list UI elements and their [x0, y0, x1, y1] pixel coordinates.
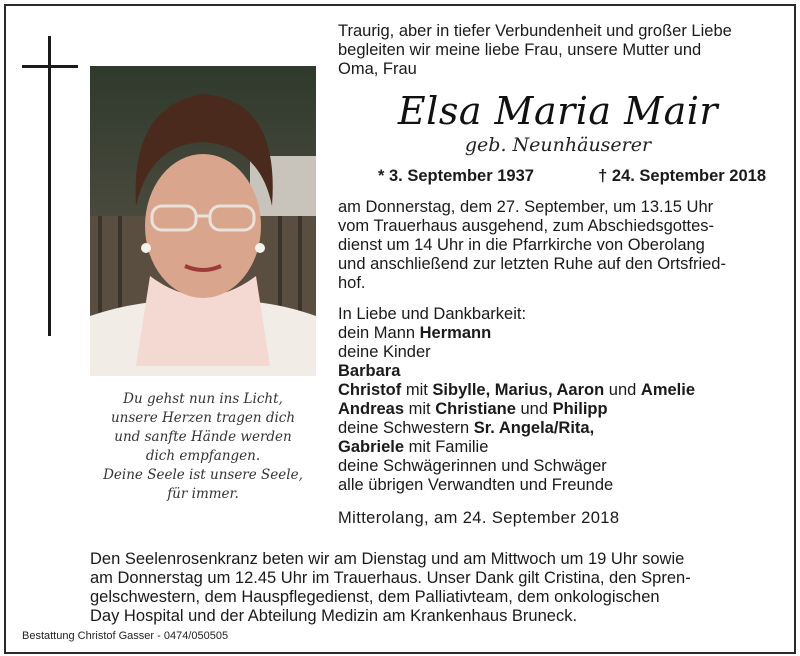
place-and-date: Mitterolang, am 24. September 2018: [338, 509, 620, 527]
family-line: deine Kinder: [338, 343, 431, 361]
family-line: deine Schwägerinnen und Schwäger: [338, 457, 607, 475]
intro-line: begleiten wir meine liebe Frau, unsere Mutter und: [338, 41, 702, 59]
death-date: † 24. September 2018: [598, 167, 766, 185]
undertaker-credit: Bestattung Christof Gasser - 0474/050505: [22, 630, 229, 642]
thanks-heading: In Liebe und Dankbarkeit:: [338, 305, 527, 323]
life-dates: [338, 167, 778, 186]
service-line: dienst um 14 Uhr in die Pfarrkirche von Oberolang: [338, 236, 705, 254]
family-line: alle übrigen Verwandten und Freunde: [338, 476, 614, 494]
poem-line: für immer.: [167, 486, 239, 502]
poem-line: und sanfte Hände werden: [114, 429, 292, 445]
service-line: am Donnerstag, dem 27. September, um 13.15 Uhr: [338, 198, 714, 216]
rosary-and-thanks: [90, 550, 780, 626]
intro-line: Traurig, aber in tiefer Verbundenheit und großer Liebe: [338, 22, 732, 40]
cross-icon: [48, 36, 51, 336]
maiden-name: geb. Neunhäuserer: [464, 134, 652, 156]
family-line: Christof mit Sibylle, Marius, Aaron und Amelie: [338, 381, 696, 399]
service-line: und anschließend zur letzten Ruhe auf den Ortsfried-: [338, 255, 726, 273]
service-line: hof.: [338, 274, 366, 292]
deceased-name: Elsa Maria Mair: [397, 89, 719, 133]
bottom-line: am Donnerstag um 12.45 Uhr im Trauerhaus. Unser Dank gilt Cristina, den Spren-: [90, 569, 691, 587]
portrait-photo: [90, 66, 316, 376]
bottom-line: Day Hospital und der Abteilung Medizin am Krankenhaus Bruneck.: [90, 607, 578, 625]
cross-icon-bar: [22, 65, 78, 68]
intro-line: Oma, Frau: [338, 60, 417, 78]
birth-date: * 3. September 1937: [378, 167, 534, 185]
poem-line: dich empfangen.: [145, 448, 261, 464]
notice-main-text: [338, 22, 778, 528]
poem-line: Deine Seele ist unsere Seele,: [103, 467, 303, 483]
poem-line: Du gehst nun ins Licht,: [123, 391, 283, 407]
bottom-line: gelschwestern, dem Hauspflegedienst, dem Palliativteam, dem onkologischen: [90, 588, 660, 606]
family-line: Gabriele mit Familie: [338, 438, 489, 456]
poem-line: unsere Herzen tragen dich: [110, 410, 296, 426]
family-line: Barbara: [338, 362, 401, 380]
family-line: dein Mann Hermann: [338, 324, 492, 342]
bottom-line: Den Seelenrosenkranz beten wir am Dienstag und am Mittwoch um 19 Uhr sowie: [90, 550, 685, 568]
family-line: Andreas mit Christiane und Philipp: [338, 400, 608, 418]
service-details: [338, 198, 778, 293]
intro-text: [338, 22, 778, 79]
family-line: deine Schwestern Sr. Angela/Rita,: [338, 419, 595, 437]
memorial-poem: [90, 390, 316, 504]
family-list: [338, 324, 778, 495]
service-line: vom Trauerhaus ausgehend, zum Abschiedsgottes-: [338, 217, 715, 235]
